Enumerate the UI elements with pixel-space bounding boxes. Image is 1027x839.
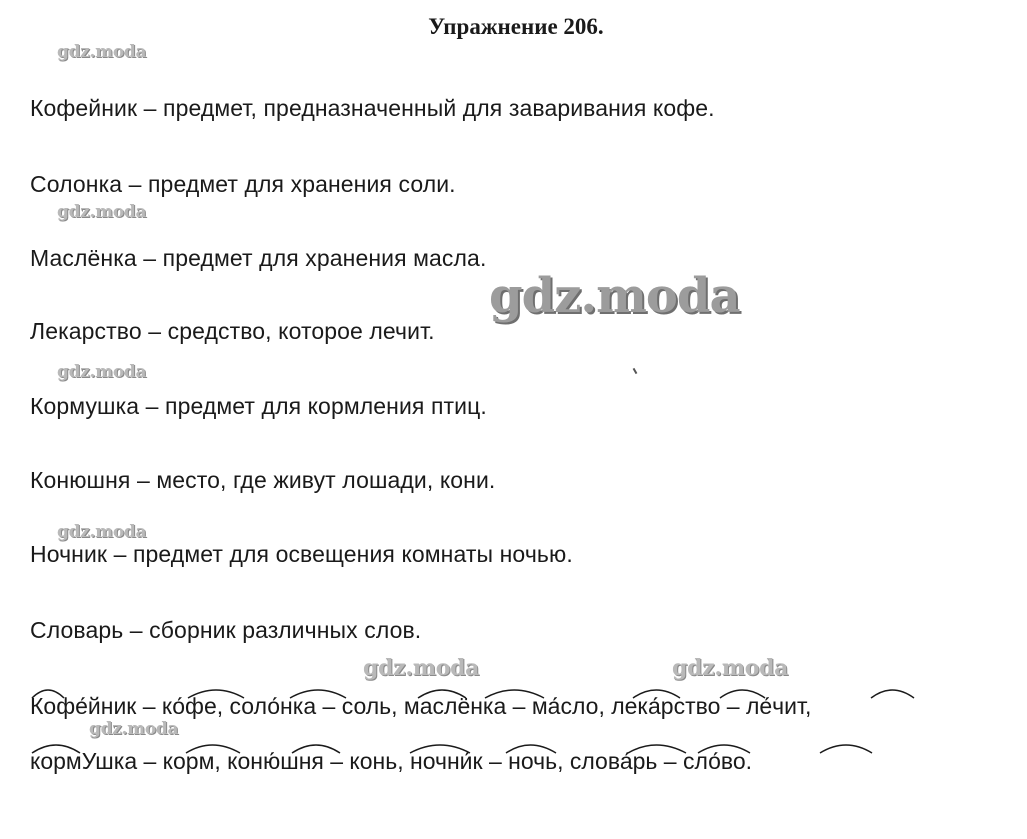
definition-line: Лекарство – средство, которое лечит. bbox=[30, 318, 435, 344]
definition-line: Конюшня – место, где живут лошади, кони. bbox=[30, 467, 496, 493]
watermark: gdz.moda bbox=[57, 362, 147, 382]
word-pairs-text: кормУшка – корм, коню́шня – конь, ночни́к – ночь, слова́рь – сло́во. bbox=[30, 748, 753, 774]
watermark: gdz.moda bbox=[57, 202, 147, 222]
watermark: gdz.moda bbox=[57, 522, 147, 542]
watermark: gdz.moda bbox=[89, 719, 179, 739]
watermark: gdz.moda bbox=[672, 655, 789, 681]
word-pairs-line-1 bbox=[30, 680, 990, 720]
watermark: gdz.moda bbox=[363, 655, 480, 681]
definition-line: Кормушка – предмет для кормления птиц. bbox=[30, 393, 487, 419]
definition-line: Маслёнка – предмет для хранения масла. bbox=[30, 245, 487, 271]
definition-line: Кофейник – предмет, предназначенный для заваривания кофе. bbox=[30, 95, 715, 121]
definition-line: Словарь – сборник различных слов. bbox=[30, 617, 422, 643]
word-pairs-text: Кофе́йник – ко́фе, соло́нка – соль, маслёнка – ма́сло, лека́рство – ле́чит, bbox=[30, 693, 812, 719]
watermark-large: gdz.moda bbox=[489, 268, 740, 324]
definition-line: Солонка – предмет для хранения соли. bbox=[30, 171, 456, 197]
watermark: gdz.moda bbox=[57, 42, 147, 62]
exercise-title: Упражнение 206. bbox=[428, 14, 604, 39]
word-pairs-line-2 bbox=[30, 735, 990, 775]
definition-line: Ночник – предмет для освещения комнаты ночью. bbox=[30, 541, 573, 567]
scan-speck bbox=[633, 368, 638, 374]
